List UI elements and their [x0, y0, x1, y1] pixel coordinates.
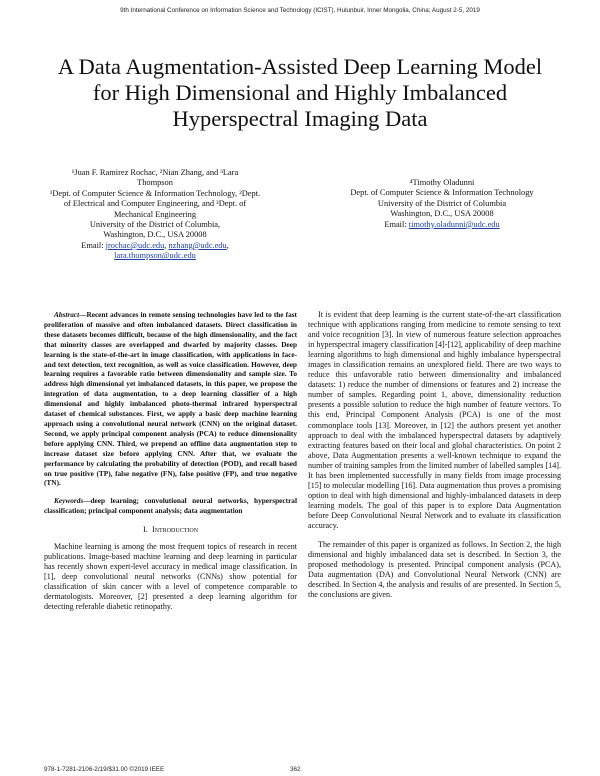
affiliation-line: Washington, D.C., USA 20008: [390, 209, 494, 219]
right-column: [308, 310, 561, 600]
section-title: Introduction: [151, 525, 199, 535]
affiliation-line: Dept. of Computer Science & Information Technology: [350, 188, 534, 198]
paper-title: [20, 54, 580, 132]
keywords-label: Keywords: [54, 496, 84, 506]
title-line: A Data Augmentation-Assisted Deep Learning Model: [57, 54, 543, 79]
author-block-left: [30, 168, 280, 262]
title-line: Hyperspectral Imaging Data: [172, 106, 428, 131]
title-line: for High Dimensional and Highly Imbalanced: [92, 80, 508, 105]
page-number: 362: [290, 766, 301, 773]
body-paragraph: It is evident that deep learning is the current state-of-the-art classification technique with applications ranging from medicine to remote sensing to text and voice recognition [3]. In view of numerous feature selection approaches in hyperspectral imagery classification [4]-[12], applicability of deep machine learning algorithms to high dimensional and highly imbalance hyperspectral images in classification remains an unexplored field. There are two ways to reduce this unfavorable ratio between dimensionality and imbalanced datasets: 1) reduce the number of dimensions or features and 2) increase the number of samples. Regarding point 1, above, dimensionality reduction presents a possible solution to reduce the high number of feature vectors. To this end, Principal Component Analysis (PCA) is one of the most commonplace tools [13]. Moreover, in [12] the authors present yet another approach to deal with the imbalanced hyperspectral datasets by adaptively extracting features based on their local and global characteristics. On point 2 above, Data Augmentation presents a well-known technique to expand the number of training samples from the limited number of labelled samples [14]. It has been implemented successfully in many fields from image processing [15] to molecular modelling [16]. Data augmentation thus proves a promising option to deal with high dimensional and highly-imbalanced datasets in deep learning models. The goal of this paper is to explore Data Augmentation before Deep Convolutional Neural Network and to evaluate its classification accuracy.: [308, 310, 561, 530]
email-link[interactable]: jrochac@udc.edu: [105, 240, 165, 250]
body-paragraph: Machine learning is among the most frequent topics of research in recent publications. Image-based machine learning and deep learning in particular has recently shown expert-level accuracy in medical image classification. In [1], deep convolutional neural networks (CNNs) show potential for classification of skin cancer with a level of competence comparable to dermatologists. Moreover, [2] presented a deep learning algorithm for detecting referable diabetic retinopathy.: [44, 542, 297, 612]
affiliation-line: University of the District of Columbia: [377, 198, 507, 208]
email-line: [30, 241, 280, 251]
conference-header: 9th International Conference on Information Science and Technology (ICIST), Hulunbuir, Inner Mongolia, China; August 2-5, 2019: [120, 7, 480, 14]
keywords-text: —deep learning; convolutional neural networks, hyperspectral classification; principal component analysis; data augmentation: [44, 496, 297, 516]
email-separator: ,: [164, 240, 169, 250]
author-names-cont: Thompson: [137, 178, 173, 188]
section-number: I.: [142, 525, 148, 535]
author-name: ⁴Timothy Oladunni: [409, 178, 475, 187]
affiliation-line: of Electrical and Computer Engineering, and ³Dept. of: [63, 199, 247, 209]
affiliation-line: Washington, D.C., USA 20008: [103, 230, 207, 240]
affiliation-line: ¹Dept. of Computer Science & Information Technology, ²Dept.: [49, 188, 261, 198]
email-label: Email:: [81, 240, 106, 250]
email-link[interactable]: nzhang@udc.edu: [168, 240, 227, 250]
abstract: [44, 310, 297, 488]
left-column: [44, 310, 297, 613]
abstract-label: Abstract: [54, 310, 80, 319]
author-block-right: [312, 178, 572, 230]
copyright-footer: 978-1-7281-2106-2/19/$31.00 ©2019 IEEE: [44, 766, 165, 773]
email-line: [312, 220, 572, 230]
author-names: ¹Juan F. Ramirez Rochac, ²Nian Zhang, and ³Lara: [71, 168, 239, 177]
body-paragraph: The remainder of this paper is organized as follows. In Section 2, the high dimensional and highly imbalanced data set is described. In Section 3, the proposed methodology is presented. Principal component analysis (PCA), Data augmentation (DA) and Convolutional Neural Network (CNN) are described. In Section 4, the analysis and results of are presented. In Section 5, the conclusions are given.: [308, 540, 561, 600]
keywords: [44, 496, 297, 516]
affiliation-line: University of the District of Columbia,: [89, 220, 221, 230]
email-link[interactable]: timothy.oladunni@udc.edu: [408, 219, 500, 229]
email-link[interactable]: lara.thompson@udc.edu: [114, 251, 196, 261]
email-label: Email:: [384, 219, 409, 229]
abstract-text: —Recent advances in remote sensing technologies have led to the fast proliferation of massive and often imbalanced datasets. Direct classification in these datasets becomes difficult, because of the high dimensionality, and the fact that minority classes are overlapped and dwarfed by majority classes. Deep learning is the state-of-the-art in image classification, with applications in face- and text detection, text recognition, as well as voice classification. However, deep learning requires a favorable ratio between dimensionality and sample size. To address high dimensional yet imbalanced datasets, in this paper, we propose the integration of data augmentation, to a deep learning classifier of a high dimensional and highly imbalanced photo-thermal infrared hyperspectral dataset of chemical substances. First, we apply a basic deep machine learning approach using a convolutional neural network (CNN) on the original dataset. Second, we apply principal component analysis (PCA) to reduce dimensionality before applying CNN. Third, we prepend an offline data augmentation step to increase dataset size before applying CNN. After that, we evaluate the performance by calculating the probability of detection (POD), and recall based on true positive (TP), false negative (FN), false positive (FP), and true negative (TN).: [44, 310, 297, 488]
email-line: [30, 251, 280, 261]
email-separator: ,: [226, 240, 229, 250]
section-heading: [44, 525, 297, 535]
affiliation-line: Mechanical Engineering: [113, 209, 197, 219]
